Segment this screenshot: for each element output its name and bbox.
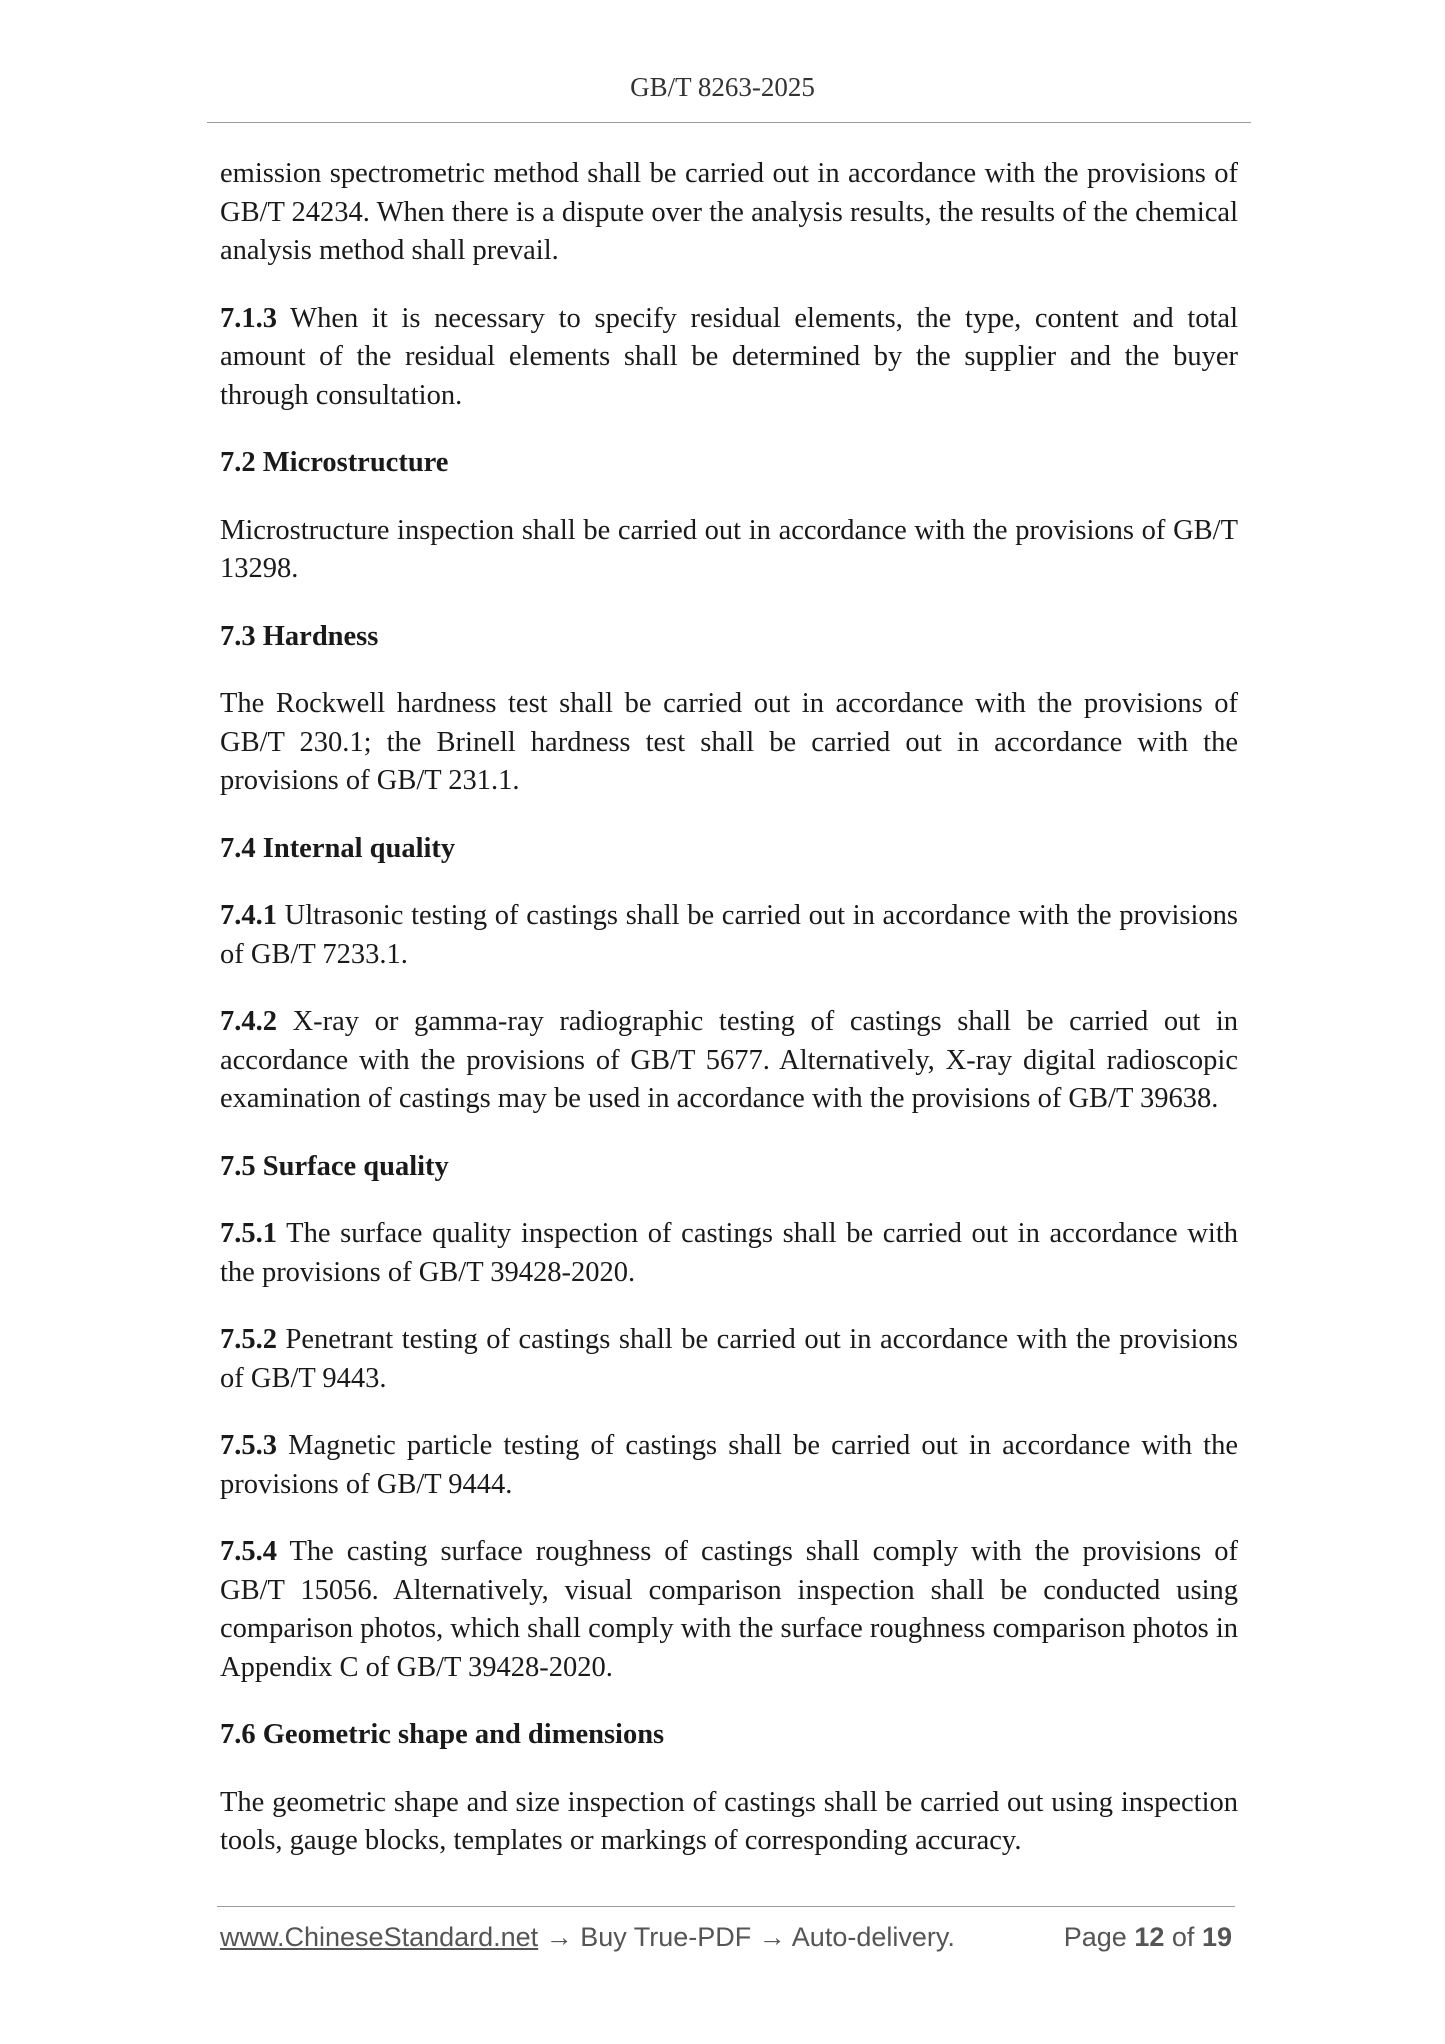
paragraph-text: X-ray or gamma-ray radiographic testing of castings shall be carried out in accordance with the provisions of GB/T 5677. Alternatively, X-ray digital radioscopic examination of castings may be used in accordance with the provisions of GB/T 39638. [220, 1006, 1238, 1114]
section-heading: 7.3 Hardness [220, 620, 379, 652]
paragraph [220, 1003, 1238, 1119]
page-label: Page [1063, 1922, 1127, 1952]
clause-number: 7.1.3 [220, 302, 277, 334]
section-heading: 7.4 Internal quality [220, 832, 456, 864]
clause-number: 7.5.3 [220, 1430, 277, 1461]
paragraph-text: The geometric shape and size inspection of castings shall be carried out using inspection tools, gauge blocks, templates or markings of corresponding accuracy. [220, 1786, 1238, 1856]
paragraph [220, 512, 1238, 589]
paragraph [220, 1321, 1238, 1398]
document-body [220, 155, 1238, 1890]
section-heading: 7.6 Geometric shape and dimensions [220, 1719, 665, 1750]
paragraph-text: emission spectrometric method shall be carried out in accordance with the provisions of GB/T 24234. When there is a dispute over the analysis results, the results of the chemical analysis method shall prevail. [220, 158, 1238, 266]
document-header-title: GB/T 8263-2025 [630, 72, 815, 102]
footer-promo [220, 1922, 955, 1953]
clause-number: 7.4.1 [220, 900, 277, 931]
paragraph [220, 300, 1238, 416]
clause-number: 7.5.1 [220, 1218, 277, 1249]
page-indicator [1064, 1922, 1232, 1953]
paragraph-text: When it is necessary to specify residual elements, the type, content and total amount of the residual elements shall be determined by the supplier and the buyer through consultation. [220, 302, 1238, 411]
section-heading: 7.5 Surface quality [220, 1150, 449, 1182]
paragraph [220, 897, 1238, 974]
of-label: of [1171, 1922, 1195, 1952]
total-page-number: 19 [1201, 1922, 1232, 1952]
arrow-right-icon: → [758, 1922, 786, 1952]
page-footer [220, 1922, 1232, 1953]
clause-number: 7.5.2 [220, 1324, 277, 1355]
paragraph-text: Microstructure inspection shall be carried out in accordance with the provisions of GB/T 13298. [220, 514, 1238, 584]
paragraph-text: The casting surface roughness of castings shall comply with the provisions of GB/T 15056. Alternatively, visual comparison inspection shall be conducted using comparison photos, which shall comply with the surface roughness comparison photos in Appendix C of GB/T 39428-2020. [220, 1536, 1238, 1683]
paragraph-text: The surface quality inspection of castings shall be carried out in accordance with the provisions of GB/T 39428-2020. [220, 1218, 1238, 1288]
clause-number: 7.5.4 [220, 1536, 277, 1567]
paragraph [220, 1533, 1238, 1687]
paragraph-text: Magnetic particle testing of castings shall be carried out in accordance with the provisions of GB/T 9444. [220, 1430, 1238, 1500]
paragraph-text: Ultrasonic testing of castings shall be carried out in accordance with the provisions of GB/T 7233.1. [220, 900, 1238, 970]
paragraph [220, 1427, 1238, 1504]
delivery-text: Auto-delivery. [791, 1922, 955, 1952]
section-heading: 7.2 Microstructure [220, 447, 449, 478]
paragraph-text: The Rockwell hardness test shall be carried out in accordance with the provisions of GB/T 230.1; the Brinell hardness test shall be carried out in accordance with the provisions of GB/T 231.1. [220, 688, 1238, 796]
clause-number: 7.4.2 [220, 1006, 277, 1037]
current-page-number: 12 [1134, 1922, 1165, 1952]
paragraph [220, 155, 1238, 271]
website-link[interactable]: www.ChineseStandard.net [220, 1922, 539, 1952]
paragraph [220, 685, 1238, 801]
arrow-right-icon: → [545, 1922, 573, 1952]
paragraph [220, 1784, 1238, 1861]
header-divider [207, 122, 1251, 123]
buy-text: Buy True-PDF [580, 1922, 752, 1952]
paragraph-text: Penetrant testing of castings shall be carried out in accordance with the provisions of GB/T 9443. [220, 1324, 1238, 1394]
paragraph [220, 1215, 1238, 1292]
footer-divider [217, 1906, 1235, 1907]
